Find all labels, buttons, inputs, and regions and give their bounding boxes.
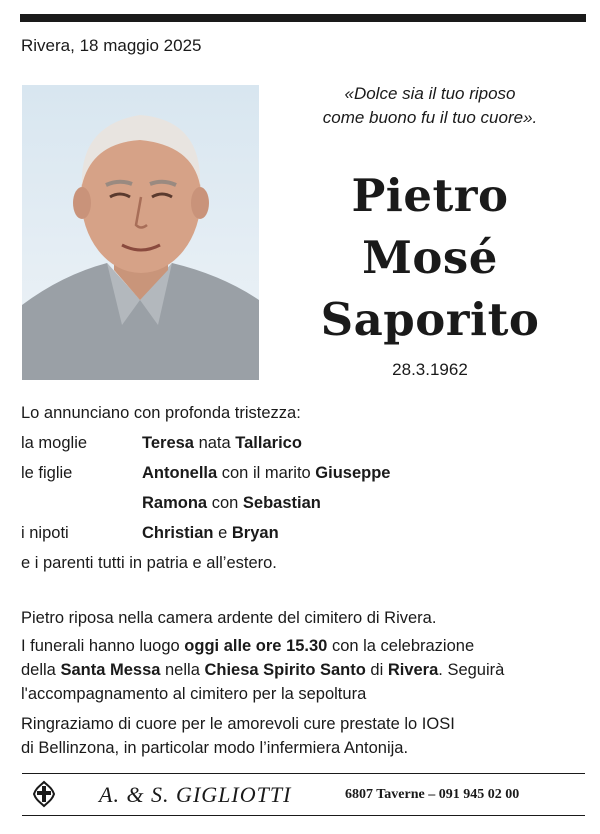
birth-date: 28.3.1962 bbox=[392, 360, 468, 379]
portrait-illustration bbox=[22, 85, 259, 380]
quote-line-1: «Dolce sia il tuo riposo bbox=[344, 84, 516, 103]
top-rule bbox=[20, 14, 586, 22]
announce-line: Lo annunciano con profonda tristezza: bbox=[21, 404, 301, 422]
deceased-name bbox=[296, 165, 564, 351]
family-label: le figlie bbox=[21, 464, 73, 482]
thanks-notice: Ringraziamo di cuore per le amorevoli cure prestate lo IOSI di Bellinzona, in particolar modo l’infermiera Antonija. bbox=[21, 715, 455, 757]
family-label: la moglie bbox=[21, 434, 88, 452]
date-line: Rivera, 18 maggio 2025 bbox=[21, 36, 202, 55]
footer-rule-top bbox=[22, 773, 585, 774]
second-name: Mosé bbox=[362, 231, 498, 284]
last-name: Saporito bbox=[320, 293, 540, 346]
family-value: Christian e Bryan bbox=[142, 524, 279, 542]
quote-line-2: come buono fu il tuo cuore». bbox=[322, 108, 538, 127]
relatives-line: e i parenti tutti in patria e all’estero. bbox=[21, 554, 277, 572]
wake-notice: Pietro riposa nella camera ardente del cimitero di Rivera. bbox=[21, 609, 437, 627]
epitaph-quote bbox=[296, 82, 564, 130]
footer-rule-bottom bbox=[22, 815, 585, 816]
portrait-photo bbox=[22, 85, 259, 380]
cross-emblem-icon bbox=[30, 780, 58, 808]
first-name: Pietro bbox=[351, 169, 509, 222]
funeral-home-name: A. & S. GIGLIOTTI bbox=[99, 782, 292, 807]
funeral-home-contact: 6807 Taverne – 091 945 02 00 bbox=[345, 787, 520, 802]
family-value: Teresa nata Tallarico bbox=[142, 434, 302, 452]
family-value: Antonella con il marito Giuseppe bbox=[142, 464, 391, 482]
funeral-notice: I funerali hanno luogo oggi alle ore 15.30 con la celebrazione della Santa Messa nella Chiesa Spirito Santo di Rivera. Seguirà l'accompagnamento al cimitero per la sepoltura bbox=[21, 637, 505, 703]
family-label: i nipoti bbox=[21, 524, 69, 542]
family-value: Ramona con Sebastian bbox=[142, 494, 321, 512]
